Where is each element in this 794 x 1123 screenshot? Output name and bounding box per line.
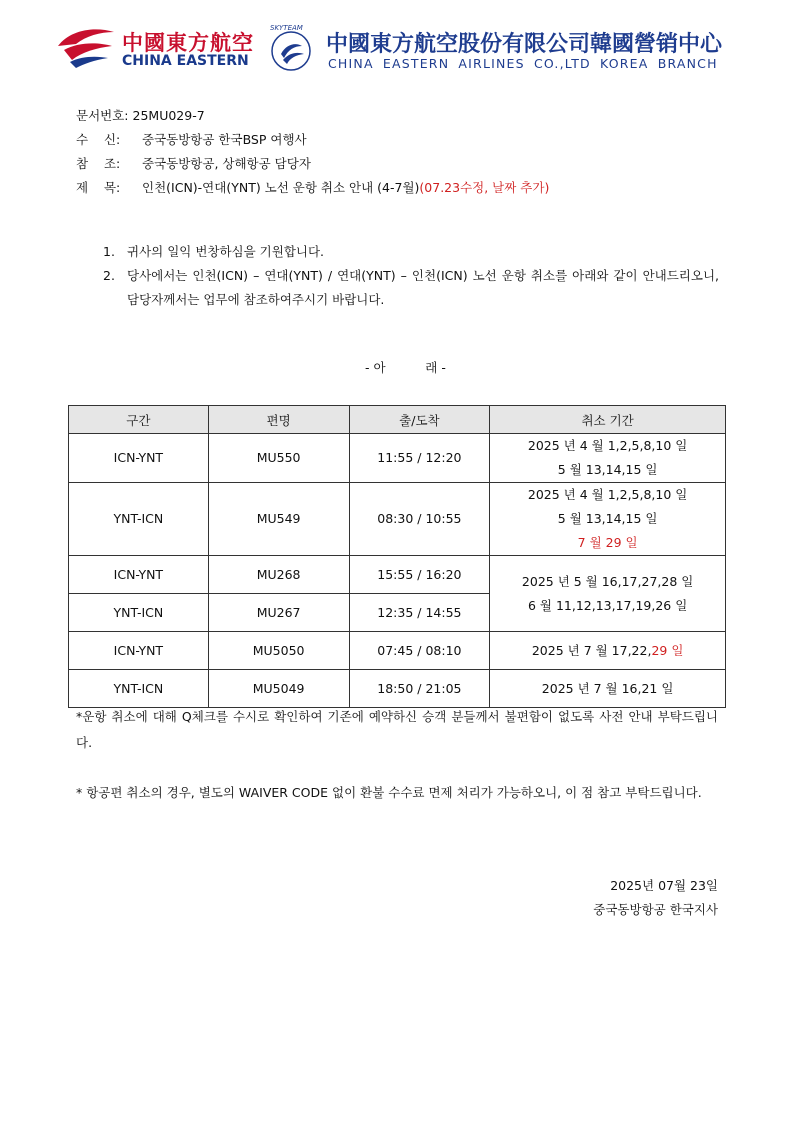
subject-label: 제 목:	[76, 180, 121, 195]
time-cell: 18:50 / 21:05	[349, 670, 490, 708]
route-cell: ICN-YNT	[69, 556, 209, 594]
header-route: 구간	[69, 406, 209, 434]
route-cell: YNT-ICN	[69, 594, 209, 632]
period-line: 6 월 11,12,13,17,19,26 일	[527, 597, 688, 613]
sender: 중국동방항공 한국지사	[593, 902, 718, 917]
period-cell	[490, 434, 726, 483]
subject-note: (07.23수정, 날짜 추가)	[419, 180, 550, 195]
route-cell: YNT-ICN	[69, 483, 209, 556]
route-cell: YNT-ICN	[69, 670, 209, 708]
item-1-number: 1.	[103, 244, 115, 259]
logo-english-name: CHINA EASTERN	[122, 53, 249, 69]
time-cell: 08:30 / 10:55	[349, 483, 490, 556]
subject-line	[76, 178, 549, 196]
period-line: 5 월 13,14,15 일	[557, 462, 658, 477]
flight-cell: MU5050	[208, 632, 349, 670]
item-2-text: 당사에서는 인천(ICN) – 연대(YNT) / 연대(YNT) – 인천(ICN) 노선 운항 취소를 아래와 같이 안내드리오니, 담당자께서는 업무에 참조하여주시기 바랍니다.	[127, 268, 719, 307]
doc-number-label: 문서번호:	[76, 108, 129, 123]
table-row	[69, 670, 726, 708]
period-cell	[490, 556, 726, 632]
skyteam-label: SKYTEAM	[270, 24, 303, 32]
flight-cell: MU550	[208, 434, 349, 483]
recipient-line	[76, 130, 307, 148]
doc-number: 25MU029-7	[132, 108, 205, 123]
reference-line	[76, 154, 311, 172]
table-row	[69, 483, 726, 556]
doc-number-line	[76, 106, 205, 124]
header-period: 취소 기간	[490, 406, 726, 434]
header-time: 출/도착	[349, 406, 490, 434]
period-line: 2025 년 5 월 16,17,27,28 일	[521, 573, 694, 589]
time-cell: 12:35 / 14:55	[349, 594, 490, 632]
table-row	[69, 556, 726, 594]
table-header-row	[69, 406, 726, 434]
time-cell: 07:45 / 08:10	[349, 632, 490, 670]
table-row	[69, 632, 726, 670]
time-cell: 11:55 / 12:20	[349, 434, 490, 483]
recipient-label: 수 신:	[76, 132, 121, 147]
header-flight: 편명	[208, 406, 349, 434]
reference: 중국동방항공, 상해항공 담당자	[142, 156, 311, 171]
flight-cell: MU267	[208, 594, 349, 632]
flight-cell: MU5049	[208, 670, 349, 708]
period-line: 2025 년 4 월 1,2,5,8,10 일	[527, 438, 688, 453]
period-line: 2025 년 7 월 17,22,	[531, 642, 652, 658]
logo	[56, 24, 116, 70]
item-1-text: 귀사의 일익 번창하심을 기원합니다.	[127, 244, 325, 259]
table-row	[69, 434, 726, 483]
period-line-added: 29 일	[651, 642, 684, 658]
skyteam-logo	[266, 24, 316, 74]
period-line: 2025 년 4 월 1,2,5,8,10 일	[527, 487, 688, 502]
company-english-name: CHINA EASTERN AIRLINES CO.,LTD KOREA BRANCH	[328, 56, 718, 71]
company-chinese-name: 中國東方航空股份有限公司韓國營销中心	[326, 32, 723, 57]
item-2-number: 2.	[103, 268, 115, 283]
logo-chinese-name: 中國東方航空	[122, 31, 254, 55]
period-cell: 2025 년 7 월 16,21 일	[490, 670, 726, 708]
route-cell: ICN-YNT	[69, 632, 209, 670]
route-cell: ICN-YNT	[69, 434, 209, 483]
flight-cell: MU549	[208, 483, 349, 556]
issue-date: 2025년 07월 23일	[610, 878, 718, 893]
reference-label: 참 조:	[76, 156, 121, 171]
period-cell	[490, 483, 726, 556]
swallow-logo-icon	[56, 24, 116, 70]
period-line: 5 월 13,14,15 일	[557, 511, 658, 526]
subject: 인천(ICN)-연대(YNT) 노선 운항 취소 안내 (4-7월)	[142, 180, 420, 195]
period-line-added: 7 월 29 일	[577, 535, 638, 550]
note-q-check: *운항 취소에 대해 Q체크를 수시로 확인하여 기존에 예약하신 승객 분들께서 불편함이 없도록 사전 안내 부탁드립니다.	[76, 709, 718, 750]
cancellation-table	[68, 405, 726, 708]
flight-cell: MU268	[208, 556, 349, 594]
time-cell: 15:55 / 16:20	[349, 556, 490, 594]
period-cell	[490, 632, 726, 670]
notice-heading: - 아 래 -	[365, 360, 446, 375]
note-waiver: * 항공편 취소의 경우, 별도의 WAIVER CODE 없이 환불 수수료 면제 처리가 가능하오니, 이 점 참고 부탁드립니다.	[76, 785, 702, 800]
recipient: 중국동방항공 한국BSP 여행사	[142, 132, 307, 147]
